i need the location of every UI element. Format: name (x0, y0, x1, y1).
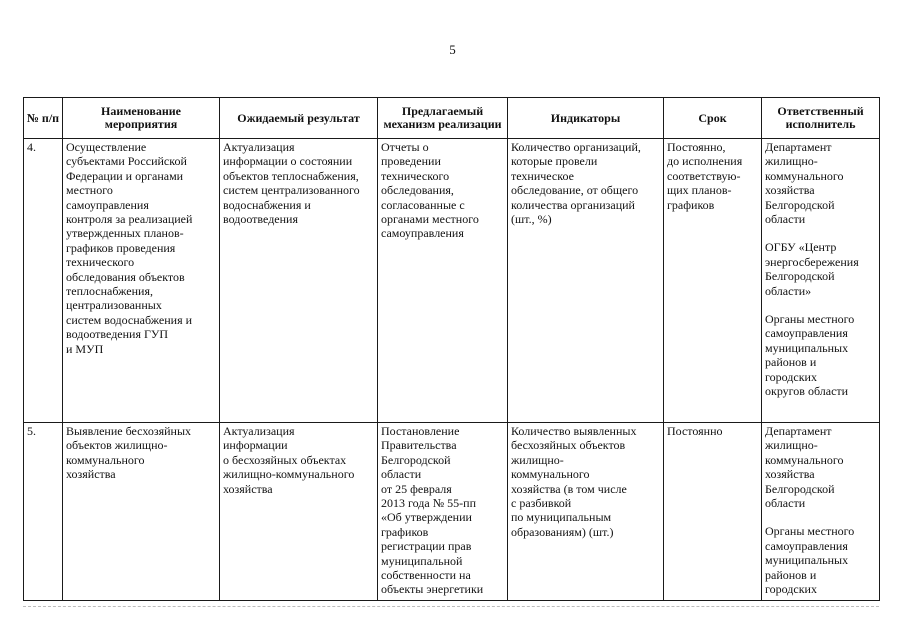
header-responsible: Ответственный исполнитель (762, 98, 880, 139)
responsible-item: Департамент жилищно- коммунального хозяйства Белгородской области (765, 424, 844, 511)
responsible-item: Органы местного самоуправления муниципальных районов и городских округов области (765, 312, 855, 399)
page-number: 5 (449, 42, 456, 57)
cell-mechanism: Постановление Правительства Белгородской области от 25 февраля 2013 года № 55-пп «Об утверждении графиков регистрации прав муниципальной собственности на объекты энергетики (378, 423, 508, 601)
cell-event-name: Осуществление субъектами Российской Федерации и органами местного самоуправления контроля за реализацией утвержденных планов- графиков проведения технического обследования объектов теплоснабжения, централизованных систем водоснабжения и водоотведения ГУП и МУП (63, 139, 220, 423)
header-term: Срок (664, 98, 762, 139)
header-number: № п/п (24, 98, 63, 139)
measures-table (23, 97, 880, 601)
header-indicators: Индикаторы (508, 98, 664, 139)
header-event-name: Наименование мероприятия (63, 98, 220, 139)
header-mechanism: Предлагаемый механизм реализации (378, 98, 508, 139)
cell-expected-result: Актуализация информации о бесхозяйных объектах жилищно-коммунального хозяйства (220, 423, 378, 601)
table-row (24, 139, 880, 423)
cell-term: Постоянно, до исполнения соответствую- щих планов- графиков (664, 139, 762, 423)
responsible-item: Департамент жилищно- коммунального хозяйства Белгородской области (765, 140, 844, 227)
cell-indicators: Количество организаций, которые провели техническое обследование, от общего количества организаций (шт., %) (508, 139, 664, 423)
cell-indicators: Количество выявленных бесхозяйных объектов жилищно- коммунального хозяйства (в том числе с разбивкой по муниципальным образованиям) (шт.) (508, 423, 664, 601)
cell-mechanism: Отчеты о проведении технического обследования, согласованные с органами местного самоуправления (378, 139, 508, 423)
table-row (24, 423, 880, 601)
cell-number: 5. (24, 423, 63, 601)
cell-event-name: Выявление бесхозяйных объектов жилищно- коммунального хозяйства (63, 423, 220, 601)
page-bottom-rule (23, 606, 879, 607)
responsible-item: Органы местного самоуправления муниципальных районов и городских (765, 524, 855, 597)
cell-responsible (762, 139, 880, 423)
responsible-item: ОГБУ «Центр энергосбережения Белгородской области» (765, 240, 859, 298)
table-header-row (24, 98, 880, 139)
cell-responsible (762, 423, 880, 601)
cell-term: Постоянно (664, 423, 762, 601)
cell-expected-result: Актуализация информации о состоянии объектов теплоснабжения, систем централизованного водоснабжения и водоотведения (220, 139, 378, 423)
cell-number: 4. (24, 139, 63, 423)
header-expected-result: Ожидаемый результат (220, 98, 378, 139)
